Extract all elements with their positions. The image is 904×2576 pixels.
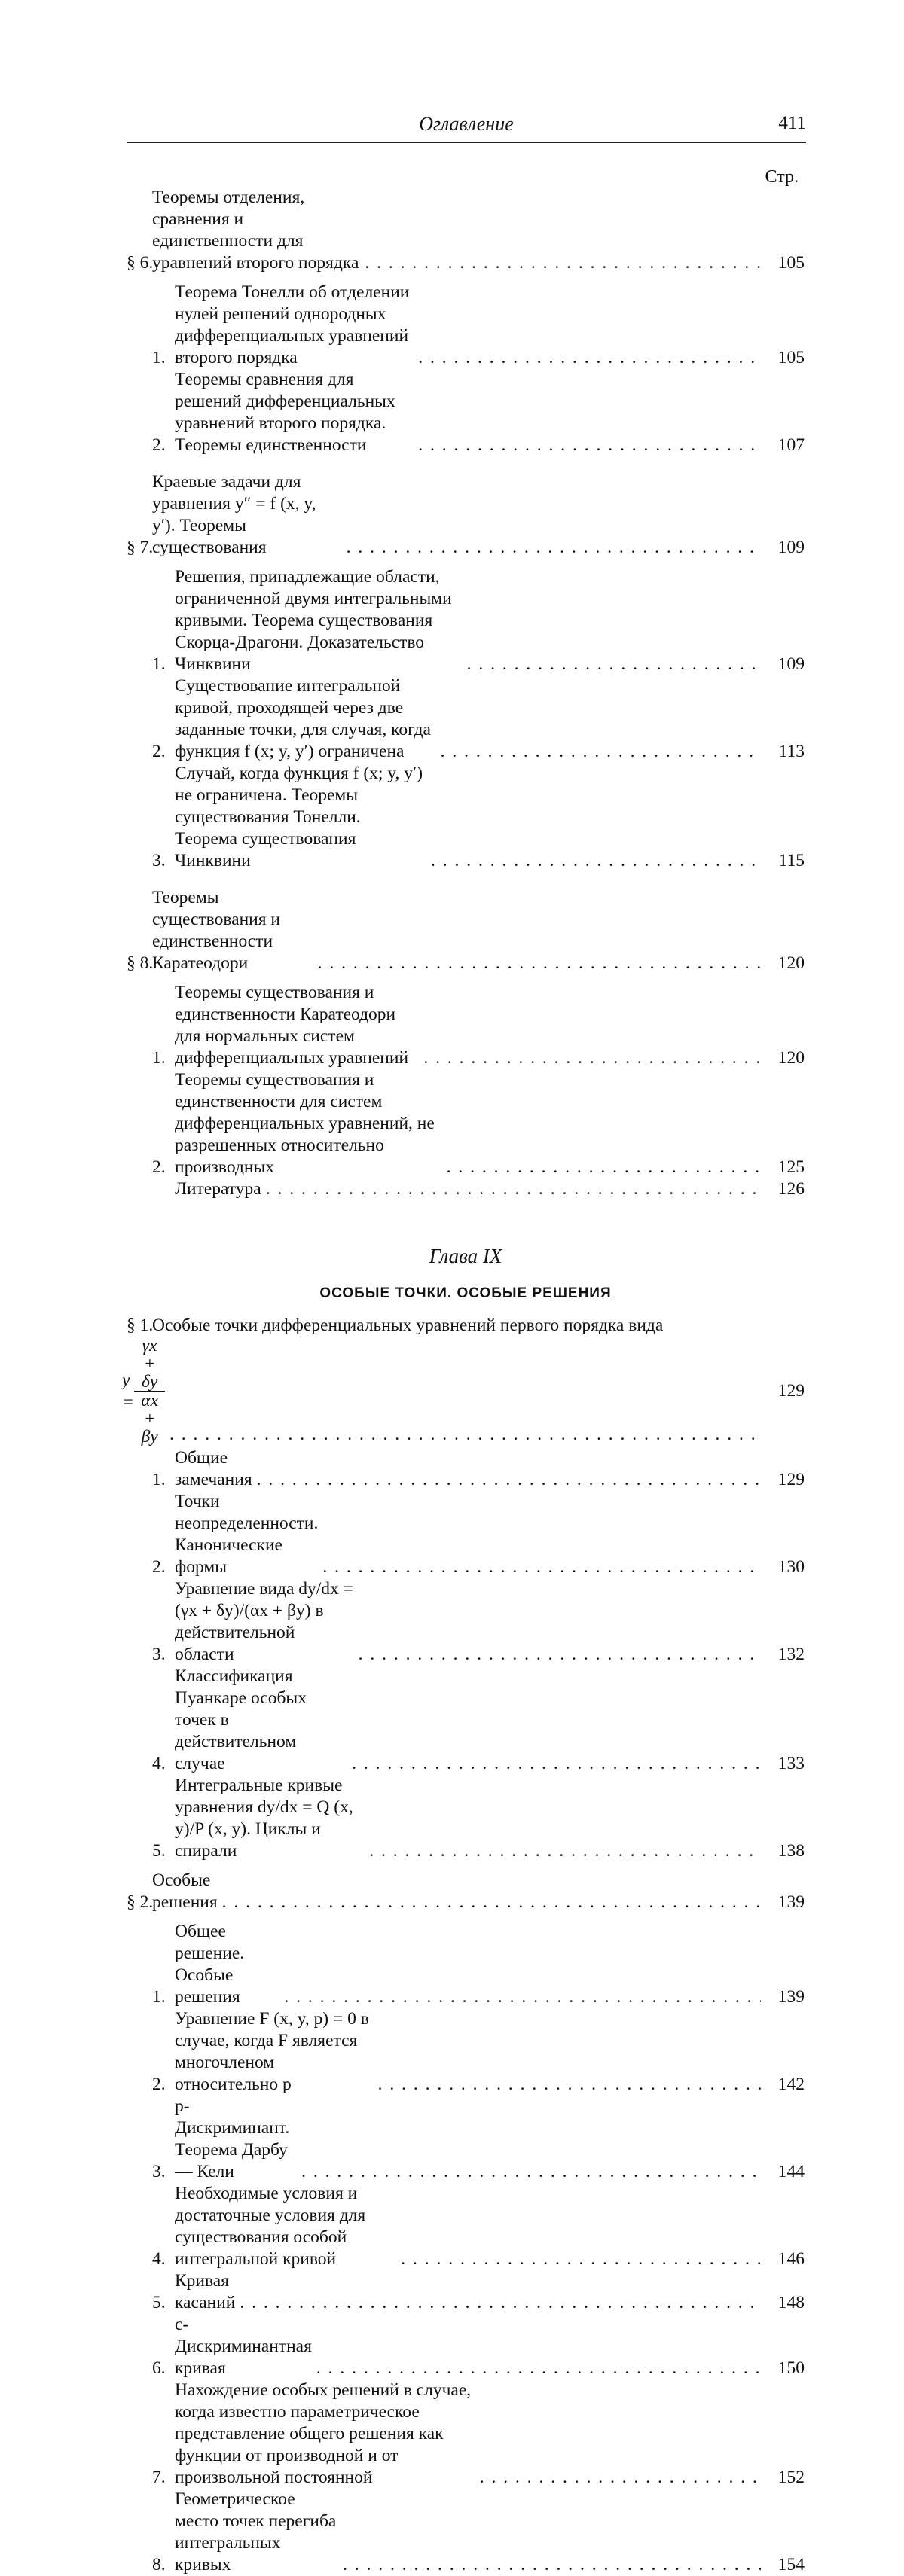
section-number: § 7.	[127, 538, 154, 557]
page-ref: 115	[778, 851, 805, 870]
page-ref: 133	[777, 1754, 805, 1773]
page-ref: 139	[777, 1892, 805, 1912]
page-ref: 139	[777, 1987, 805, 2007]
page-ref: 132	[777, 1645, 805, 1664]
toc-section	[127, 887, 805, 974]
header-rule	[127, 142, 806, 143]
toc-item	[152, 282, 805, 369]
toc-item	[152, 1447, 805, 1491]
toc-item	[152, 1666, 805, 1775]
section-title: Теоремы отделения, сравнения и единственности для уравнений второго порядка	[152, 187, 359, 273]
item-number: 8.	[152, 2555, 166, 2574]
toc-item	[152, 1069, 805, 1178]
page-ref: 109	[777, 538, 805, 557]
leader-dots	[414, 347, 761, 369]
item-title: Существование интегральной кривой, проходящей через две заданные точки, для случая, когда функция f (x; y, y′) ограничена	[175, 676, 431, 761]
formula-fraction	[134, 1337, 165, 1446]
page-ref: 113	[778, 742, 805, 761]
toc-item	[152, 2379, 805, 2489]
item-title: Литература	[175, 1179, 261, 1199]
formula-denominator: αx + βy	[141, 1391, 159, 1447]
item-title: Геометрическое место точек перегиба интегральных кривых	[175, 2489, 337, 2574]
formula-numerator: γx + δy	[134, 1337, 165, 1392]
toc-item	[152, 369, 805, 456]
item-number: 2.	[152, 1557, 166, 1577]
leader-dots	[463, 654, 761, 675]
leader-dots	[297, 2161, 761, 2183]
table-of-contents	[122, 187, 805, 2576]
page-ref: 142	[777, 2075, 805, 2094]
item-title: Кривая касаний	[175, 2271, 236, 2312]
item-title: Точки неопределенности. Канонические формы	[175, 1492, 319, 1577]
toc-item	[152, 1578, 805, 1666]
item-title: Случай, когда функция f (x; y, y′) не ограничена. Теоремы существования Тонелли. Теорема существования Чинквини	[175, 764, 423, 870]
page-ref: 126	[777, 1179, 805, 1199]
leader-dots	[342, 537, 761, 559]
chapter-label: Глава IX	[429, 1245, 502, 1267]
page-ref: 154	[777, 2555, 805, 2574]
toc-section-1	[127, 1315, 805, 1337]
item-title: Общие замечания	[175, 1448, 252, 1489]
item-number: 2.	[152, 742, 166, 761]
leader-dots	[235, 2292, 761, 2314]
item-number: 1.	[152, 1987, 166, 2007]
leader-dots	[419, 1047, 761, 1069]
toc-item	[152, 2314, 805, 2379]
leader-dots	[218, 1892, 761, 1913]
toc-item	[152, 566, 805, 675]
section-title: Особые точки дифференциальных уравнений первого порядка вида	[152, 1315, 664, 1335]
toc-section	[127, 187, 805, 274]
item-title: Теорема Тонелли об отделении нулей решений однородных дифференциальных уравнений второго порядка	[175, 282, 410, 367]
item-number: 1.	[152, 348, 166, 367]
item-number: 3.	[152, 851, 166, 870]
item-title: Теоремы существования и единственности Каратеодори для нормальных систем дифференциальных уравнений	[175, 983, 409, 1068]
leader-dots	[360, 252, 761, 274]
item-number: 1.	[152, 1048, 166, 1068]
leader-dots	[374, 2074, 761, 2096]
item-number: 4.	[152, 1754, 166, 1773]
running-title: Оглавление	[419, 113, 514, 135]
page-ref: 129	[777, 1381, 805, 1401]
leader-dots	[261, 1178, 761, 1200]
leader-dots	[442, 1157, 761, 1178]
item-number: 1.	[152, 654, 166, 674]
leader-dots	[165, 1424, 761, 1446]
page-column-label: Стр.	[765, 167, 799, 187]
leader-dots	[347, 1753, 761, 1775]
page-ref: 146	[777, 2249, 805, 2269]
section-2-items	[127, 1921, 805, 2576]
item-title: Уравнение вида dy/dx = (γx + δy)/(αx + βy) в действительной области	[175, 1579, 353, 1664]
leader-dots	[312, 2358, 761, 2379]
section-1-items	[127, 1447, 805, 1862]
item-title: Теоремы сравнения для решений дифференциальных уравнений второго порядка. Теоремы единственности	[175, 370, 396, 455]
page-header	[127, 113, 806, 143]
toc-item	[152, 2183, 805, 2270]
item-title: Интегральные кривые уравнения dy/dx = Q (x, y)/P (x, y). Циклы и спирали	[175, 1776, 353, 1861]
leader-dots	[354, 1644, 761, 1666]
leader-dots	[396, 2248, 761, 2270]
toc-item	[152, 2270, 805, 2314]
leader-dots	[338, 2554, 761, 2576]
toc-item	[152, 1491, 805, 1578]
toc-item	[152, 2489, 805, 2576]
formula-lhs: y =	[122, 1370, 134, 1412]
item-title: Классификация Пуанкаре особых точек в действительном случае	[175, 1666, 307, 1773]
page-ref: 152	[777, 2468, 805, 2487]
item-number: 2.	[152, 435, 166, 455]
page-ref: 105	[777, 348, 805, 367]
section-number: § 1.	[127, 1315, 154, 1335]
toc-item	[152, 763, 805, 872]
leader-dots	[313, 953, 761, 974]
toc-item	[152, 2008, 805, 2096]
item-number: 5.	[152, 1841, 166, 1861]
section-number: § 8.	[127, 953, 154, 973]
toc-section-2	[127, 1870, 805, 1913]
section-title: Особые решения	[152, 1870, 218, 1912]
page-ref: 129	[777, 1470, 805, 1489]
page-number: 411	[778, 113, 806, 133]
page-ref: 109	[777, 654, 805, 674]
page-ref: 107	[777, 435, 805, 455]
item-title: Нахождение особых решений в случае, когда известно параметрическое представление общего решения как функции от производной и от произвольной постоянной	[175, 2380, 472, 2487]
item-number: 7.	[152, 2468, 166, 2487]
leader-dots	[475, 2467, 761, 2489]
section-number: § 2.	[127, 1892, 154, 1912]
toc-item	[152, 675, 805, 763]
toc-part-chapter-viii	[127, 187, 805, 1200]
chapter-title: ОСОБЫЕ ТОЧКИ. ОСОБЫЕ РЕШЕНИЯ	[319, 1285, 612, 1301]
toc-item	[152, 1775, 805, 1862]
item-title: Общее решение. Особые решения	[175, 1922, 245, 2007]
page-ref: 125	[777, 1157, 805, 1177]
item-number: 5.	[152, 2293, 166, 2312]
toc-item	[152, 1178, 805, 1200]
page-ref: 138	[777, 1841, 805, 1861]
item-title: Теоремы существования и единственности для систем дифференциальных уравнений, не разрешенных относительно производных	[175, 1070, 435, 1177]
page-ref: 130	[777, 1557, 805, 1577]
section-title: Теоремы существования и единственности Каратеодори	[152, 888, 280, 973]
item-number: 3.	[152, 2162, 166, 2181]
toc-section	[127, 471, 805, 559]
toc-item	[152, 2096, 805, 2183]
leader-dots	[318, 1556, 761, 1578]
page-ref: 120	[777, 1048, 805, 1068]
page-ref: 144	[777, 2162, 805, 2181]
leader-dots	[426, 850, 761, 872]
section-formula-line	[122, 1336, 805, 1447]
toc-item	[152, 982, 805, 1069]
item-number: 6.	[152, 2358, 166, 2378]
section-title: Краевые задачи для уравнения y″ = f (x, y, y′). Теоремы существования	[152, 472, 316, 557]
item-title: Уравнение F (x, y, p) = 0 в случае, когда F является многочленом относительно p	[175, 2009, 369, 2094]
section-number: § 6.	[127, 253, 154, 273]
item-title: p-Дискриминант. Теорема Дарбу — Кели	[175, 2096, 290, 2181]
leader-dots	[252, 1469, 761, 1491]
page-ref: 150	[777, 2358, 805, 2378]
item-number: 3.	[152, 1645, 166, 1664]
page-ref: 105	[777, 253, 805, 273]
page-ref: 120	[777, 953, 805, 973]
item-title: Решения, принадлежащие области, ограниченной двумя интегральными кривыми. Теорема существования Скорца-Драгони. Доказательство Чинквини	[175, 567, 452, 674]
toc-item	[152, 1921, 805, 2008]
item-title: c-Дискриминантная кривая	[175, 2315, 312, 2378]
formula	[122, 1337, 165, 1446]
item-number: 1.	[152, 1470, 166, 1489]
leader-dots	[436, 741, 761, 763]
page-ref: 148	[777, 2293, 805, 2312]
leader-dots	[279, 1986, 761, 2008]
item-number: 4.	[152, 2249, 166, 2269]
leader-dots	[365, 1840, 761, 1862]
item-title: Необходимые условия и достаточные условия для существования особой интегральной кривой	[175, 2184, 366, 2269]
item-number: 2.	[152, 1157, 166, 1177]
leader-dots	[414, 434, 761, 456]
item-number: 2.	[152, 2075, 166, 2094]
